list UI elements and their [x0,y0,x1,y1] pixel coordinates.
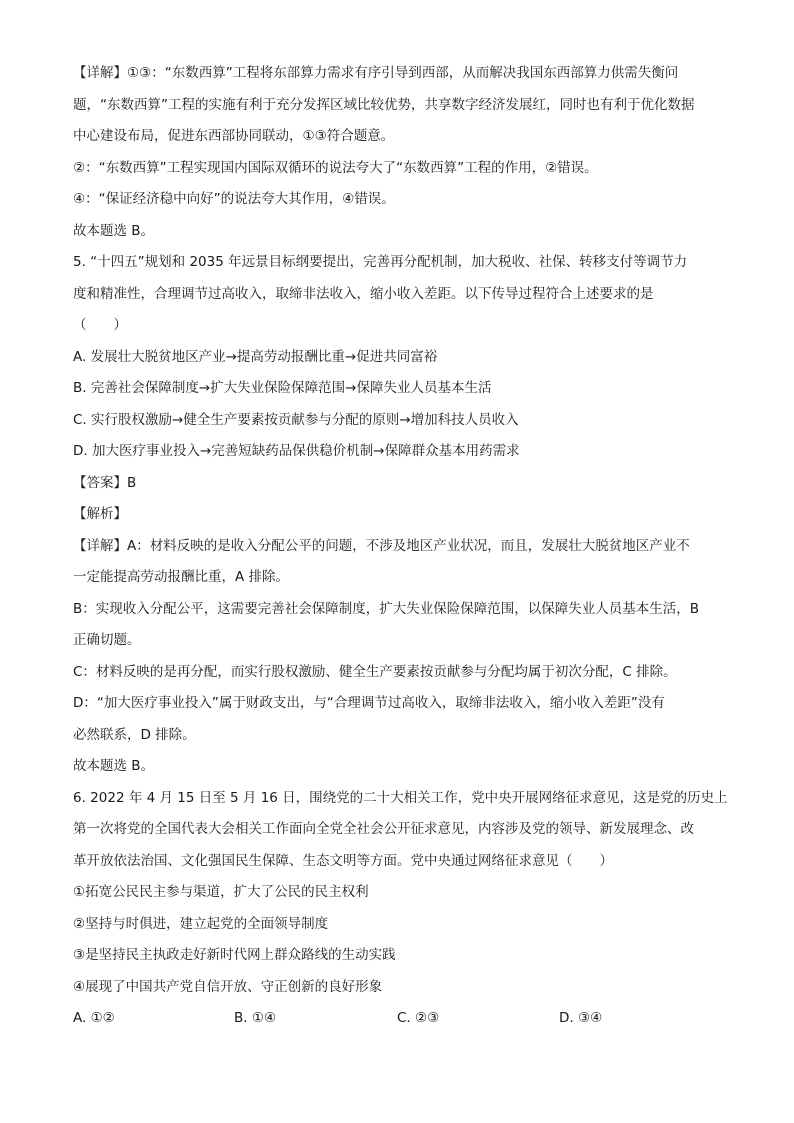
q6-item-3: ③是坚持民主执政走好新时代网上群众路线的生动实践 [73,947,396,963]
q5-stem-line-2: 度和精准性，合理调节过高收入，取缔非法收入，缩小收入差距。以下传导过程符合上述要求的是 [73,286,654,302]
q6-choices [73,1008,733,1028]
q6-item-4: ④展现了中国共产党自信开放、守正创新的良好形象 [73,979,383,995]
q6-item-2: ②坚持与时俱进，建立起党的全面领导制度 [73,916,329,932]
q6-choice-d: D. ③④ [559,1010,603,1026]
q6-choice-c: C. ②③ [397,1010,440,1026]
q4-detail-line-4: ②：“东数西算”工程实现国内国际双循环的说法夸大了“东数西算”工程的作用，②错误。 [73,160,598,176]
q5-option-c: C. 实行股权激励→健全生产要素按贡献参与分配的原则→增加科技人员收入 [73,412,519,428]
q4-detail-line-2: 题，“东数西算”工程的实施有利于充分发挥区域比较优势，共享数字经济发展红，同时也有利于优化数据 [73,97,695,113]
q5-option-a: A. 发展壮大脱贫地区产业→提高劳动报酬比重→促进共同富裕 [73,349,438,365]
q4-detail-line-3: 中心建设布局，促进东西部协同联动，①③符合题意。 [73,128,395,144]
q5-option-d: D. 加大医疗事业投入→完善短缺药品保供稳价机制→保障群众基本用药需求 [73,443,520,459]
q5-detail-line-6: D：“加大医疗事业投入”属于财政支出，与“合理调节过高收入，取缔非法收入，缩小收入差距”没有 [73,695,665,711]
q6-item-1: ①拓宽公民民主参与渠道，扩大了公民的民主权利 [73,884,369,900]
q5-answer-blank: （ ） [73,317,127,333]
q4-conclusion: 故本题选 B。 [73,223,155,239]
q5-detail-line-7: 必然联系，D 排除。 [73,727,196,743]
q5-stem-line-1: 5. “十四五”规划和 2035 年远景目标纲要提出，完善再分配机制，加大税收、社保、转移支付等调节力 [73,254,688,270]
q5-detail-line-3: B：实现收入分配公平，这需要完善社会保障制度，扩大失业保险保障范围，以保障失业人员基本生活，B [73,601,700,617]
q6-stem-line-2: 第一次将党的全国代表大会相关工作面向全党全社会公开征求意见，内容涉及党的领导、新发展理念、改 [73,821,694,837]
q5-answer: 【答案】B [73,475,137,491]
q4-detail-line-1: 【详解】①③：“东数西算”工程将东部算力需求有序引导到西部，从而解决我国东西部算力供需失衡问 [73,65,679,81]
q5-detail-line-5: C：材料反映的是再分配，而实行股权激励、健全生产要素按贡献参与分配均属于初次分配，C 排除。 [73,664,677,680]
q6-stem-line-3: 革开放依法治国、文化强国民生保障、生态文明等方面。党中央通过网络征求意见（ ） [73,853,613,869]
q6-choice-a: A. ①② [73,1010,115,1026]
q5-detail-line-2: 一定能提高劳动报酬比重，A 排除。 [73,569,290,585]
q5-option-b: B. 完善社会保障制度→扩大失业保险保障范围→保障失业人员基本生活 [73,380,492,396]
q6-stem-line-1: 6. 2022 年 4 月 15 日至 5 月 16 日，围绕党的二十大相关工作，党中央开展网络征求意见，这是党的历史上 [73,790,728,806]
q5-detail-line-1: 【详解】A：材料反映的是收入分配公平的问题，不涉及地区产业状况，而且，发展壮大脱贫地区产业不 [73,538,690,554]
q5-analysis-heading: 【解析】 [73,506,127,522]
q6-choice-b: B. ①④ [234,1010,277,1026]
q4-detail-line-5: ④：“保证经济稳中向好”的说法夸大其作用，④错误。 [73,191,395,207]
q5-conclusion: 故本题选 B。 [73,758,155,774]
q5-detail-line-4: 正确切题。 [73,632,141,648]
